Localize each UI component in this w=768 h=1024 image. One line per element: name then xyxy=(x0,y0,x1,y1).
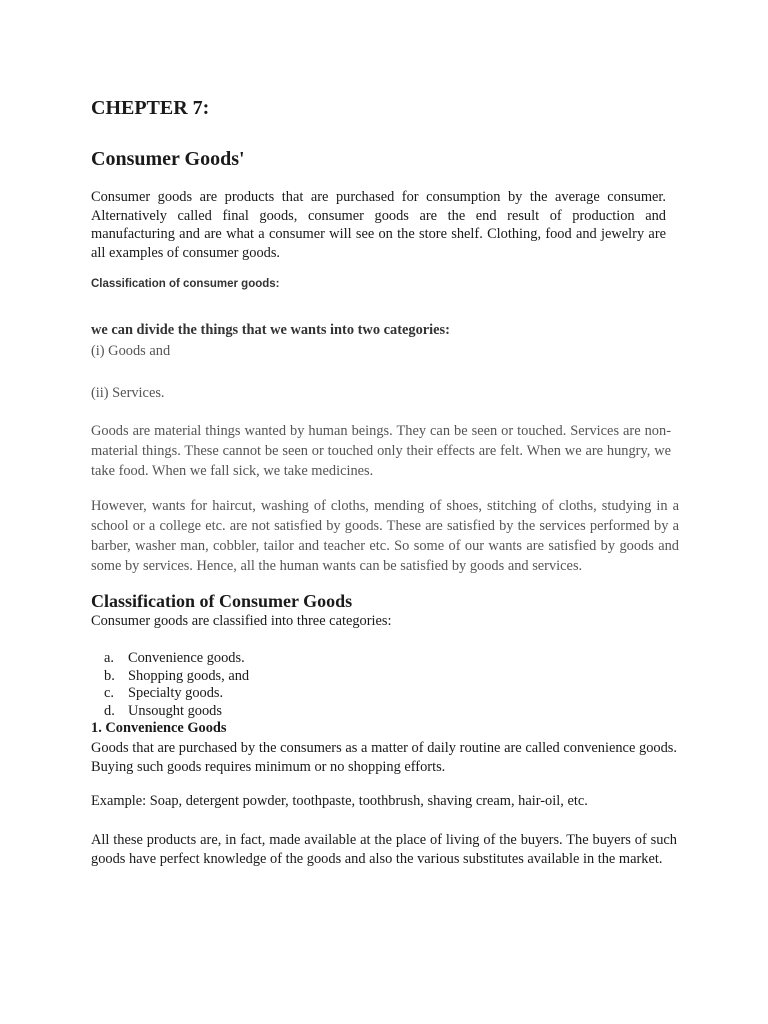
categories-list xyxy=(91,650,249,720)
goods-item: (i) Goods and xyxy=(91,343,171,359)
classification-intro: Consumer goods are classified into three categories: xyxy=(91,613,392,629)
list-item-label: Unsought goods xyxy=(128,702,222,719)
list-item xyxy=(91,685,249,703)
example-paragraph: Example: Soap, detergent powder, toothpaste, toothbrush, shaving cream, hair-oil, etc. xyxy=(91,793,588,809)
intro-paragraph: Consumer goods are products that are purchased for consumption by the average consumer. Alternatively called final goods, consumer goods are the end result of production and manufacturing and are what a consumer will see on the store shelf. Clothing, food and jewelry are all examples of consumer goods. xyxy=(91,189,666,261)
categories-statement: we can divide the things that we wants into two categories: xyxy=(91,322,450,338)
chapter-title: CHEPTER 7: xyxy=(91,97,210,119)
list-item xyxy=(91,650,249,668)
list-item-label: Shopping goods, and xyxy=(128,667,250,684)
goods-paragraph: Goods are material things wanted by human beings. They can be seen or touched. Services are non-material things. These cannot be seen or touched only their effects are felt. When we are hungry, we take food. When we fall sick, we take medicines. xyxy=(91,423,671,479)
list-item-label: Specialty goods. xyxy=(128,685,224,701)
wants-paragraph: However, wants for haircut, washing of cloths, mending of shoes, stitching of cloths, studying in a school or a college etc. are not satisfied by goods. These are satisfied by the services performed by a barber, washer man, cobbler, tailor and teacher etc. So some of our wants are satisfied by goods and some by services. Hence, all the human wants can be satisfied by goods and services. xyxy=(91,498,679,574)
convenience-goods-paragraph: Goods that are purchased by the consumers as a matter of daily routine are called convenience goods. Buying such goods requires minimum or no shopping efforts. xyxy=(91,740,677,775)
list-marker: b. xyxy=(104,667,115,684)
list-item xyxy=(91,668,249,686)
list-item-label: Convenience goods. xyxy=(128,650,245,666)
list-item xyxy=(91,703,249,721)
list-marker: c. xyxy=(104,685,114,701)
convenience-goods-heading: 1. Convenience Goods xyxy=(91,720,227,736)
availability-paragraph: All these products are, in fact, made available at the place of living of the buyers. The buyers of such goods have perfect knowledge of the goods and also the various substitutes available in the market. xyxy=(91,832,677,867)
classification-subheading: Classification of consumer goods: xyxy=(91,278,280,290)
document-title: Consumer Goods' xyxy=(91,148,245,170)
list-marker: d. xyxy=(104,702,115,719)
list-marker: a. xyxy=(104,650,114,666)
services-item: (ii) Services. xyxy=(91,385,165,401)
classification-heading: Classification of Consumer Goods xyxy=(91,591,353,611)
